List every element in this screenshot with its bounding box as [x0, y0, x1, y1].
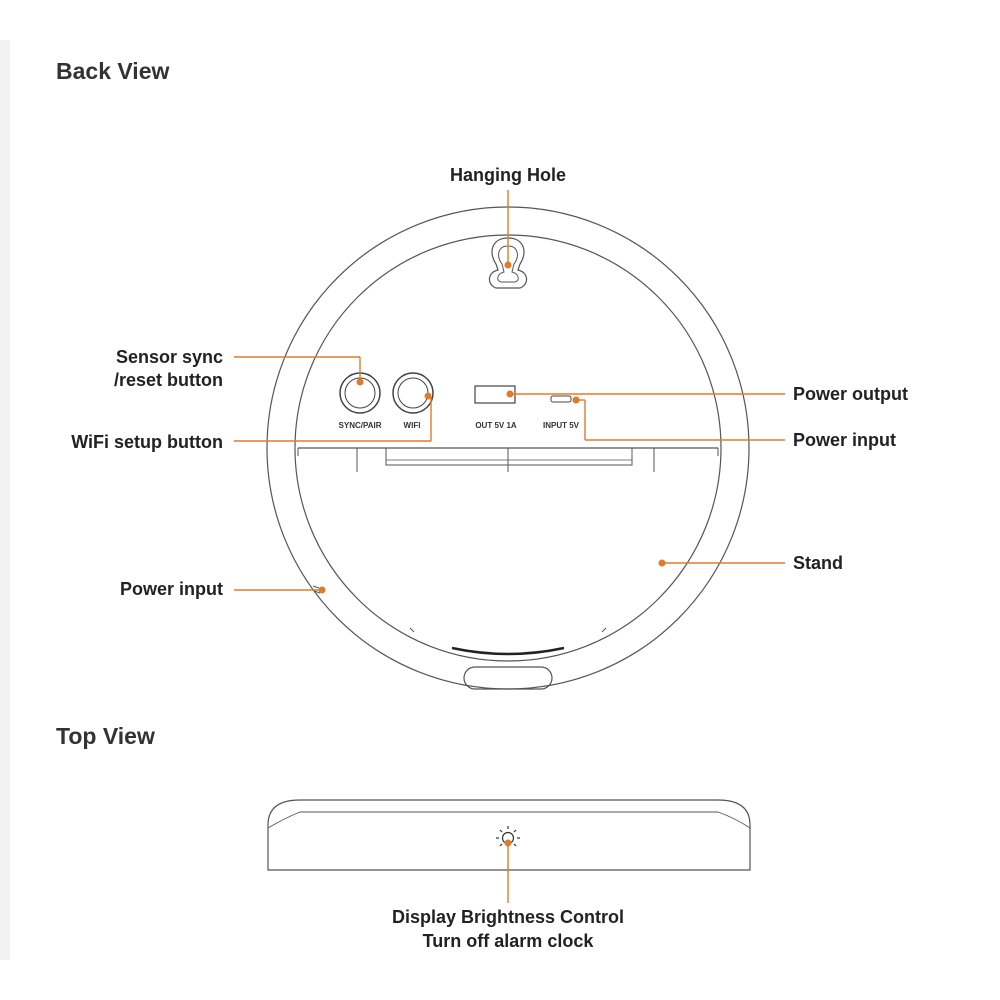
stand-hinge [386, 448, 632, 465]
bottom-slot [464, 667, 552, 689]
wifi-text: WIFI [403, 421, 421, 430]
hanging-hole-label: Hanging Hole [450, 165, 566, 185]
sensor-sync-label-line2: /reset button [113, 370, 223, 390]
leader-lines [234, 190, 785, 594]
power-input-right-label: Power input [793, 430, 896, 450]
power-output-label: Power output [793, 384, 908, 404]
input-port-text: INPUT 5V [542, 421, 580, 430]
top-view-title: Top View [56, 723, 155, 749]
micro-usb-input-port [551, 396, 571, 402]
brightness-label-line2: Turn off alarm clock [422, 931, 594, 951]
back-view-title: Back View [56, 58, 170, 84]
wifi-setup-label: WiFi setup button [71, 432, 223, 452]
power-input-left-label: Power input [120, 579, 223, 599]
top-view-shape [268, 800, 750, 870]
bottom-foot [452, 648, 564, 654]
brightness-label-line1: Display Brightness Control [391, 907, 625, 927]
out-port-text: OUT 5V 1A [475, 421, 517, 430]
sync-pair-text: SYNC/PAIR [338, 421, 382, 430]
stand-label: Stand [793, 553, 844, 573]
sensor-sync-label-line1: Sensor sync [115, 347, 223, 367]
